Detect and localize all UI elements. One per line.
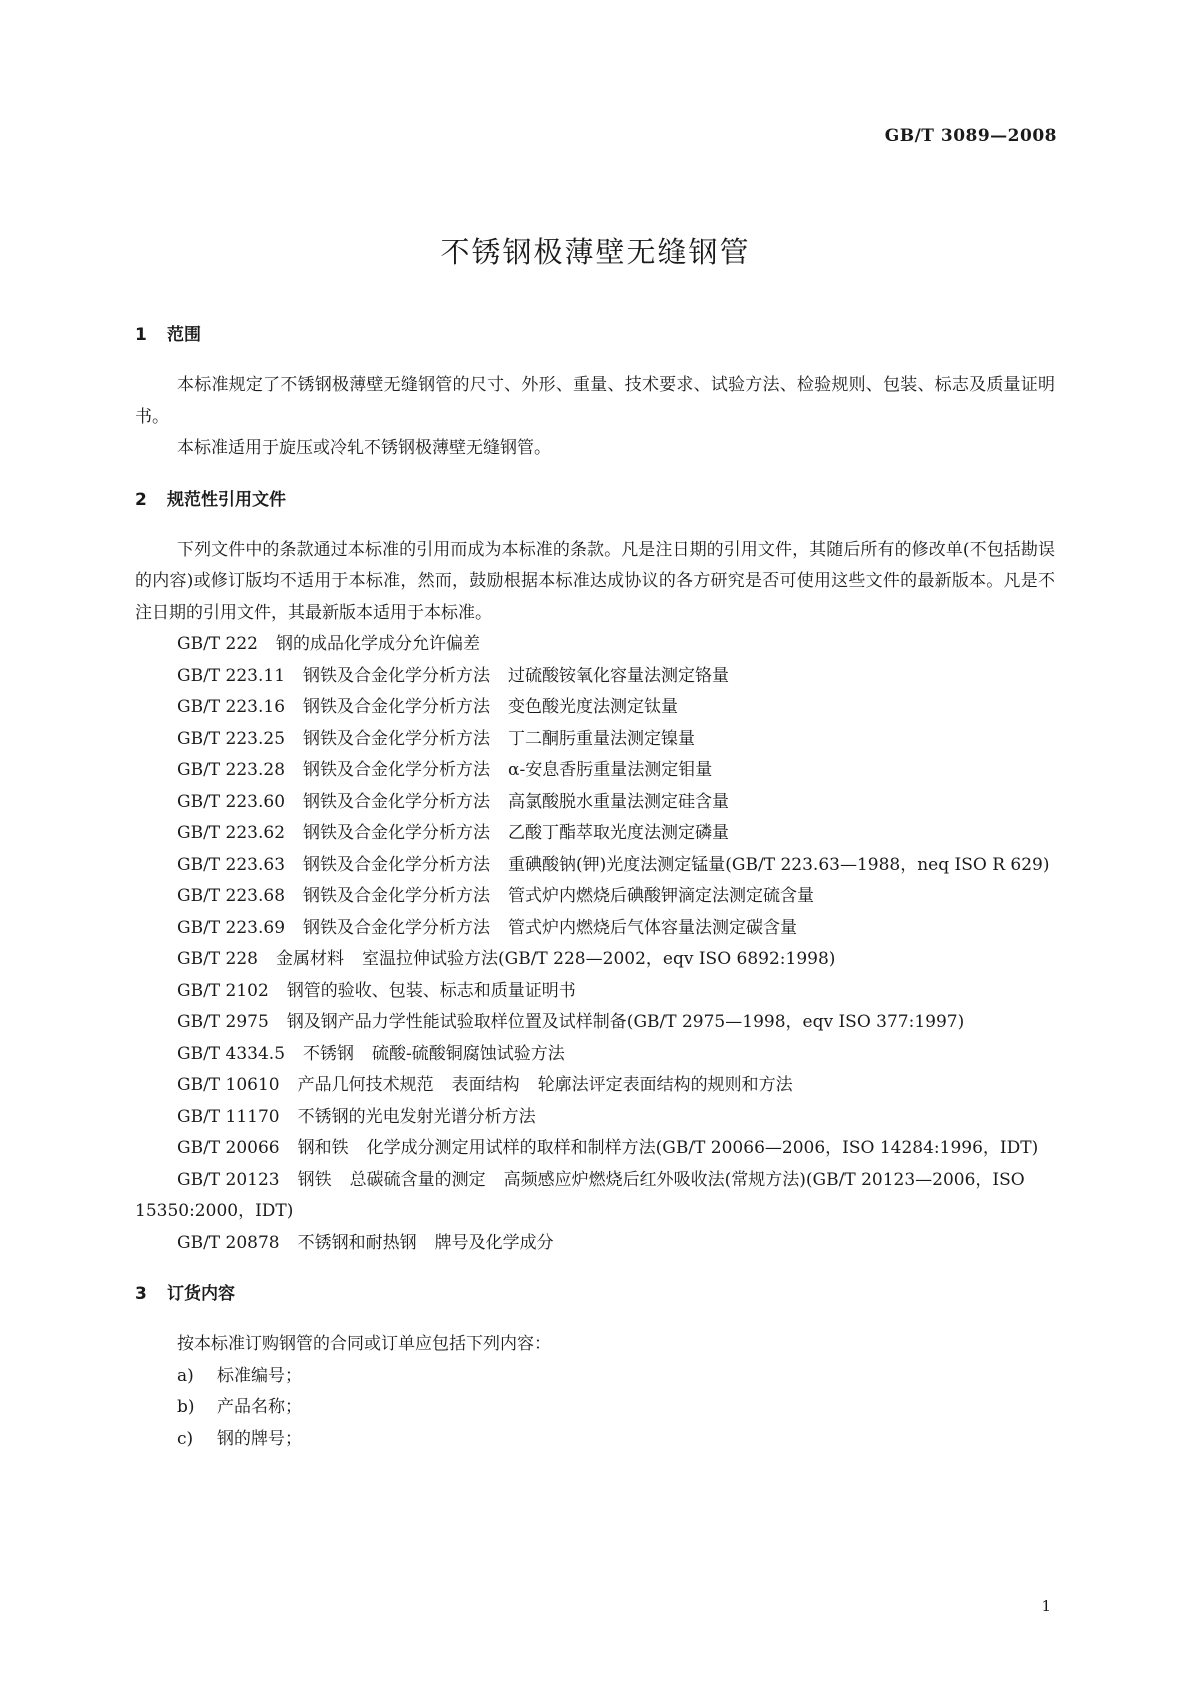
reference-item xyxy=(135,787,1055,819)
reference-item xyxy=(135,1070,1055,1102)
reference-text: 钢铁及合金化学分析方法 xyxy=(303,791,491,812)
reference-subtitle: 重碘酸钠(钾)光度法测定锰量(GB/T 223.63—1988，neq ISO R 629) xyxy=(508,854,1050,875)
section-3-heading xyxy=(135,1281,1055,1307)
paragraph: 下列文件中的条款通过本标准的引用而成为本标准的条款。凡是注日期的引用文件，其随后所有的修改单(不包括勘误的内容)或修订版均不适用于本标准，然而，鼓励根据本标准达成协议的各方研究是否可使用这些文件的最新版本。凡是不注日期的引用文件，其最新版本适用于本标准。 xyxy=(135,539,1055,623)
paragraph: 本标准规定了不锈钢极薄壁无缝钢管的尺寸、外形、重量、技术要求、试验方法、检验规则、包装、标志及质量证明书。 xyxy=(135,375,1055,427)
reference-code: GB/T 2102 xyxy=(177,980,269,1001)
reference-text: 钢和铁 xyxy=(297,1138,349,1158)
reference-item xyxy=(135,881,1055,913)
reference-code: GB/T 223.62 xyxy=(177,823,286,843)
reference-text: 金属材料 xyxy=(276,949,344,969)
reference-subtitle: 丁二酮肟重量法测定镍量 xyxy=(508,728,696,749)
reference-subtitle: 表面结构 xyxy=(451,1075,520,1095)
reference-subtitle: 牌号及化学成分 xyxy=(434,1232,554,1253)
section-label: 范围 xyxy=(167,325,201,345)
reference-code: GB/T 223.25 xyxy=(177,728,286,749)
reference-text: 钢铁及合金化学分析方法 xyxy=(303,854,491,875)
reference-subtitle: 高氯酸脱水重量法测定硅含量 xyxy=(508,791,730,812)
section-number: 1 xyxy=(135,325,147,345)
paragraph: 按本标准订购钢管的合同或订单应包括下列内容： xyxy=(177,1334,551,1354)
document-body xyxy=(135,322,1055,1455)
reference-text: 不锈钢的光电发射光谱分析方法 xyxy=(297,1106,536,1127)
list-item xyxy=(135,1392,1055,1424)
reference-item xyxy=(135,724,1055,756)
reference-item xyxy=(135,1228,1055,1260)
list-item xyxy=(135,1424,1055,1456)
reference-text: 钢铁及合金化学分析方法 xyxy=(303,697,491,717)
section-number: 3 xyxy=(135,1284,147,1304)
reference-item xyxy=(135,1165,1055,1228)
list-text: 产品名称； xyxy=(217,1397,302,1417)
section-2-heading xyxy=(135,487,1055,513)
list-text: 标准编号； xyxy=(217,1365,302,1386)
reference-code: GB/T 20123 xyxy=(177,1169,280,1190)
reference-item xyxy=(135,692,1055,724)
document-title: 不锈钢极薄壁无缝钢管 xyxy=(440,235,751,269)
reference-subtitle: α-安息香肟重量法测定钼量 xyxy=(508,760,713,780)
reference-text: 产品几何技术规范 xyxy=(297,1075,434,1095)
reference-text: 钢的成品化学成分允许偏差 xyxy=(276,634,480,654)
reference-item xyxy=(135,913,1055,945)
reference-subtitle: 硫酸-硫酸铜腐蚀试验方法 xyxy=(372,1043,565,1064)
reference-item xyxy=(135,1133,1055,1165)
reference-text: 钢铁及合金化学分析方法 xyxy=(303,886,491,906)
list-item xyxy=(135,1361,1055,1393)
reference-item xyxy=(135,850,1055,882)
list-marker: b) xyxy=(177,1397,195,1417)
reference-item xyxy=(135,629,1055,661)
reference-text: 钢铁及合金化学分析方法 xyxy=(303,665,491,686)
reference-subtitle: 总碳硫含量的测定 xyxy=(349,1169,486,1190)
reference-code: GB/T 2975 xyxy=(177,1012,269,1032)
reference-code: GB/T 11170 xyxy=(177,1106,280,1127)
reference-text: 钢铁及合金化学分析方法 xyxy=(303,823,491,843)
reference-code: GB/T 20066 xyxy=(177,1138,280,1158)
page-number: 1 xyxy=(1041,1597,1051,1615)
reference-item xyxy=(135,1007,1055,1039)
reference-code: GB/T 223.69 xyxy=(177,917,286,938)
list-marker: c) xyxy=(177,1428,194,1449)
reference-code: GB/T 228 xyxy=(177,949,258,969)
list-text: 钢的牌号； xyxy=(217,1428,302,1449)
reference-text: 钢铁及合金化学分析方法 xyxy=(303,917,491,938)
reference-code: GB/T 223.11 xyxy=(177,665,286,686)
reference-subtitle: 化学成分测定用试样的取样和制样方法(GB/T 20066—2006，ISO 14284:1996，IDT) xyxy=(366,1138,1039,1158)
reference-subtitle-2: 轮廓法评定表面结构的规则和方法 xyxy=(537,1075,793,1095)
reference-text: 钢铁及合金化学分析方法 xyxy=(303,728,491,749)
reference-subtitle: 室温拉伸试验方法(GB/T 228—2002，eqv ISO 6892:1998) xyxy=(362,949,836,969)
reference-item xyxy=(135,755,1055,787)
reference-text: 钢铁及合金化学分析方法 xyxy=(303,760,491,780)
reference-item xyxy=(135,1039,1055,1071)
section-number: 2 xyxy=(135,489,147,510)
reference-subtitle: 乙酸丁酯萃取光度法测定磷量 xyxy=(508,823,730,843)
reference-list xyxy=(135,629,1055,1259)
reference-item xyxy=(135,976,1055,1008)
reference-subtitle-2: 高频感应炉燃烧后红外吸收法(常规方法)(GB/T 20123—2006，ISO 15350:2000，IDT) xyxy=(135,1169,1025,1221)
list-marker: a) xyxy=(177,1365,194,1386)
reference-code: GB/T 223.68 xyxy=(177,886,286,906)
section-label: 规范性引用文件 xyxy=(167,489,286,510)
reference-subtitle: 变色酸光度法测定钛量 xyxy=(508,697,679,717)
reference-subtitle: 管式炉内燃烧后碘酸钾滴定法测定硫含量 xyxy=(508,886,815,906)
reference-item xyxy=(135,818,1055,850)
reference-subtitle: 过硫酸铵氧化容量法测定铬量 xyxy=(508,665,730,686)
reference-code: GB/T 223.16 xyxy=(177,697,286,717)
section-label: 订货内容 xyxy=(167,1284,235,1304)
reference-text: 钢管的验收、包装、标志和质量证明书 xyxy=(286,980,576,1001)
paragraph: 本标准适用于旋压或冷轧不锈钢极薄壁无缝钢管。 xyxy=(177,438,551,458)
reference-text: 不锈钢 xyxy=(303,1043,355,1064)
standard-code: GB/T 3089—2008 xyxy=(884,126,1057,146)
reference-code: GB/T 223.60 xyxy=(177,791,286,812)
reference-code: GB/T 10610 xyxy=(177,1075,280,1095)
reference-item xyxy=(135,1102,1055,1134)
reference-code: GB/T 223.63 xyxy=(177,854,286,875)
reference-text: 不锈钢和耐热钢 xyxy=(297,1232,417,1253)
reference-text: 钢及钢产品力学性能试验取样位置及试样制备(GB/T 2975—1998，eqv ISO 377:1997) xyxy=(286,1012,965,1032)
reference-text: 钢铁 xyxy=(297,1169,332,1190)
reference-item xyxy=(135,944,1055,976)
reference-subtitle: 管式炉内燃烧后气体容量法测定碳含量 xyxy=(508,917,798,938)
reference-code: GB/T 223.28 xyxy=(177,760,286,780)
reference-code: GB/T 4334.5 xyxy=(177,1043,286,1064)
reference-code: GB/T 20878 xyxy=(177,1232,280,1253)
reference-item xyxy=(135,661,1055,693)
reference-code: GB/T 222 xyxy=(177,634,258,654)
section-1-heading xyxy=(135,322,1055,348)
